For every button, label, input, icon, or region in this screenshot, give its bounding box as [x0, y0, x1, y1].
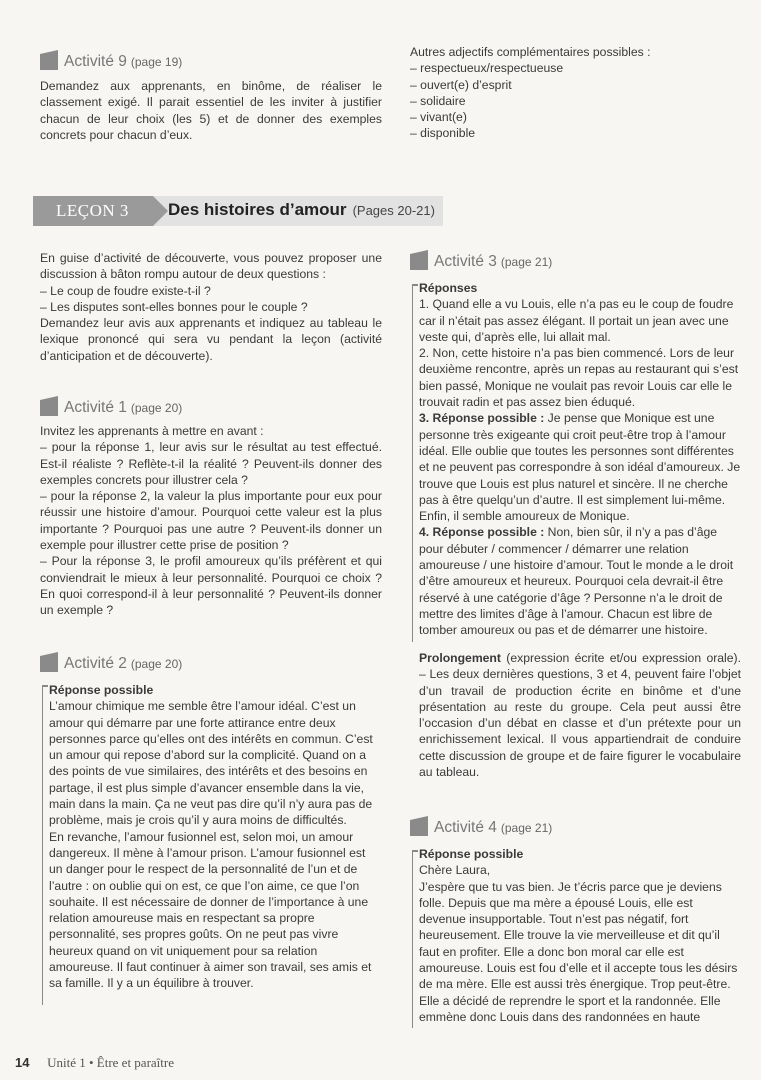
activite-3-r3-text: Je pense que Monique est une personne très exigeante qui croit peut-être trop à l’amour idéal. Elle oublie que toutes les personnes sont différentes et ne peuvent pas correspondre à son idéal d’amoureux. Je trouve que Louis est plus naturel et sincère. Il ne cherche pas à être quelqu’un d’autre. Il est simplement lui-même. Enfin, il semble amoureux de Monique.: [419, 411, 741, 524]
activite-3-r4-text: Non, bien sûr, il n’y a pas d’âge pour débuter / commencer / démarrer une relation amoureuse / une histoire d’amour. Tout le monde a le droit d’être amoureux et heureux. Pourquoi cela devrait-il être réservé à une catégorie d’âge ? Personne n’a le droit de mettre des limites d’âge à l’amour. Chacun est libre de tomber amoureux ou pas et de démarrer une histoire.: [419, 525, 734, 638]
activite-3-r3-label: 3. Réponse possible :: [419, 411, 545, 426]
activity-marker-icon: [40, 396, 58, 416]
intro-line: – Le coup de foudre existe-t-il ?: [40, 283, 211, 298]
activite-1-title: Activité 1: [64, 398, 127, 416]
intro-line: Demandez leur avis aux apprenants et indiquez au tableau le lexique prononcé qui sera vu pendant la leçon (activité d’anticipation et de découverte).: [40, 316, 382, 363]
answer-box-rule: [42, 685, 43, 1005]
intro-block: [40, 250, 382, 364]
prolongement-text: (expression écrite et/ou expression orale). – Les deux dernières questions, 3 et 4, peuvent faire l’objet d’un travail de production écrite en binôme et d’une présentation au reste du groupe. Cela peut aussi être l’occasion d’un débat en classe et d’un prétexte pour un enrichissement lexical. Il vous appartiendrait de conduire cette discussion de groupe et de faire figurer le vocabulaire au tableau.: [419, 651, 741, 780]
activite-3-r4: [419, 524, 741, 638]
activite-1-line: – pour la réponse 1, leur avis sur le résultat au test effectué. Est-il réaliste ? Reflète-t-il la réalité ? Peuvent-ils donner des exemples concrets pour illustrer cela ?: [40, 440, 382, 487]
activite-9-text: Demandez aux apprenants, en binôme, de réaliser le classement exigé. Il parait essentiel de les inviter à justifier chacun de leur choix (les 5) et de donner des exemples concrets pour chacun d’eux.: [40, 79, 382, 142]
activite-4-title: Activité 4: [434, 818, 497, 836]
activite-2-body: [49, 682, 373, 992]
lecon-title-line: [168, 202, 435, 219]
activite-3-r4-label: 4. Réponse possible :: [419, 525, 545, 540]
activite-1-line: Invitez les apprenants à mettre en avant :: [40, 424, 264, 438]
activite-1-line: – pour la réponse 2, la valeur la plus importante pour eux pour réussir une histoire d’amour. Pourquoi cette valeur est la plus importante ? Pourquoi pas une autre ? Peuvent-ils donner un exemple pour illustrer cette prise de position ?: [40, 489, 382, 553]
answer-box-rule: [412, 850, 413, 1028]
activite-2-p1: L’amour chimique me semble être l’amour idéal. C’est un amour qui démarre par une forte attirance entre deux personnes parce qu’elles ont des intérêts en commun. C’est un amour qui repose d’abord sur la complicité. Quand on a des points de vue similaires, des intérêts et des besoins en partage, il est plus simple d’avancer ensemble dans la vie, main dans la main. Ça ne veut pas dire qu’il n’y aura pas de problème, mais je crois qu’il y aura moins de difficultés.: [49, 699, 373, 828]
activite-3-body: [419, 280, 741, 639]
lecon-title: Des histoires d’amour: [168, 200, 347, 219]
activite-2-page: (page 20): [130, 656, 183, 671]
activite-9-header: [40, 46, 182, 70]
activite-4-heading: Réponse possible: [419, 847, 524, 861]
adjectifs-block: [410, 44, 740, 142]
activite-4-text: J’espère que tu vas bien. Je t’écris parce que je deviens folle. Depuis que ma mère a épousé Louis, elle est devenue insupportable. Tout n’est pas négatif, fort heureusement. Elle trouve la vie merveilleuse et dit qu’il faut en profiter. Elle a donc bon moral car elle est amoureuse. Louis est fou d’elle et il accepte tous les désirs de ma mère. Elle est aussi très énergique. Trop peut-être. Elle a décidé de reprendre le sport et la randonnée. Elle emmène donc Louis dans des randonnées en haute: [419, 879, 738, 1024]
answer-box-corner: [412, 850, 418, 852]
activite-1-line: – Pour la réponse 3, le profil amoureux qu’ils préfèrent et qui conviendrait le mieux à leur personnalité. Pourquoi ce choix ? En quoi correspond-il à leur personnalité ? Peuvent-ils donner un exemple ?: [40, 554, 382, 618]
activite-9-page: (page 19): [130, 54, 183, 69]
prolongement-label: Prolongement: [419, 651, 501, 665]
activite-3-r2: 2. Non, cette histoire n’a pas bien commencé. Lors de leur deuxième rencontre, après un repas au restaurant qui s’est bien passé, Monique ne voulait pas revoir Louis car elle le trouvait radin et pas assez bien éduqué.: [419, 346, 739, 410]
activite-2-p2: En revanche, l’amour fusionnel est, selon moi, un amour dangereux. Il mène à l’amour prison. L’amour fusionnel est un danger pour le respect de la personnalité de l’un et de l’autre : on oublie qui on est, ce que l’on aime, ce que l’on souhaite. Il est nécessaire de donner de l’importance à une relation amoureuse mais en respectant sa propre personnalité, ses propres goûts. On ne peut pas vivre heureux quand on vit uniquement pour sa relation amoureuse. Il faut continuer à aimer son travail, ses amis et sa famille. Il y a un équilibre à trouver.: [49, 829, 372, 991]
activite-3-title: Activité 3: [434, 252, 497, 270]
intro-line: En guise d’activité de découverte, vous pouvez proposer une discussion à bâton rompu autour de deux questions :: [40, 251, 382, 282]
activity-marker-icon: [410, 250, 428, 270]
unit-title: Unité 1 • Être et paraître: [47, 1055, 175, 1070]
answer-box-corner: [42, 685, 48, 687]
lecon-label: LEÇON 3: [56, 201, 129, 220]
activite-2-heading: Réponse possible: [49, 683, 154, 697]
activite-2-header: [40, 648, 182, 672]
page-number: 14: [15, 1055, 30, 1070]
activite-3-prolongement: [419, 650, 741, 780]
lecon-pages: (Pages 20-21): [352, 203, 435, 218]
activite-4-page: (page 21): [500, 820, 553, 835]
activite-3-header: [410, 246, 552, 270]
activite-3-page: (page 21): [500, 254, 553, 269]
list-item: – ouvert(e) d’esprit: [410, 77, 512, 92]
answer-box-rule: [412, 284, 413, 642]
adjectifs-intro: Autres adjectifs complémentaires possibles :: [410, 45, 651, 59]
activite-4-body: [419, 846, 741, 1025]
list-item: – solidaire: [410, 93, 466, 108]
activite-4-header: [410, 812, 552, 836]
activite-3-r1: 1. Quand elle a vu Louis, elle n’a pas eu le coup de foudre car il n’était pas assez élégant. Il portait un jean avec une veste qui, d’après elle, lui allait mal.: [419, 297, 734, 344]
list-item: – respectueux/respectueuse: [410, 61, 564, 76]
answer-box-corner: [412, 284, 418, 286]
activite-1-header: [40, 392, 182, 416]
page-footer: [15, 1055, 174, 1071]
list-item: – disponible: [410, 126, 476, 141]
activite-3-heading: Réponses: [419, 281, 478, 295]
activity-marker-icon: [410, 816, 428, 836]
activite-1-body: [40, 423, 382, 619]
activite-4-greeting: Chère Laura,: [419, 863, 491, 878]
activite-3-r3: [419, 410, 741, 524]
activite-1-page: (page 20): [130, 400, 183, 415]
adjectifs-list: [410, 60, 740, 141]
list-item: – vivant(e): [410, 110, 467, 125]
intro-line: – Les disputes sont-elles bonnes pour le couple ?: [40, 299, 308, 314]
activity-marker-icon: [40, 652, 58, 672]
activity-marker-icon: [40, 50, 58, 70]
activite-9-title: Activité 9: [64, 52, 127, 70]
activite-2-title: Activité 2: [64, 654, 127, 672]
